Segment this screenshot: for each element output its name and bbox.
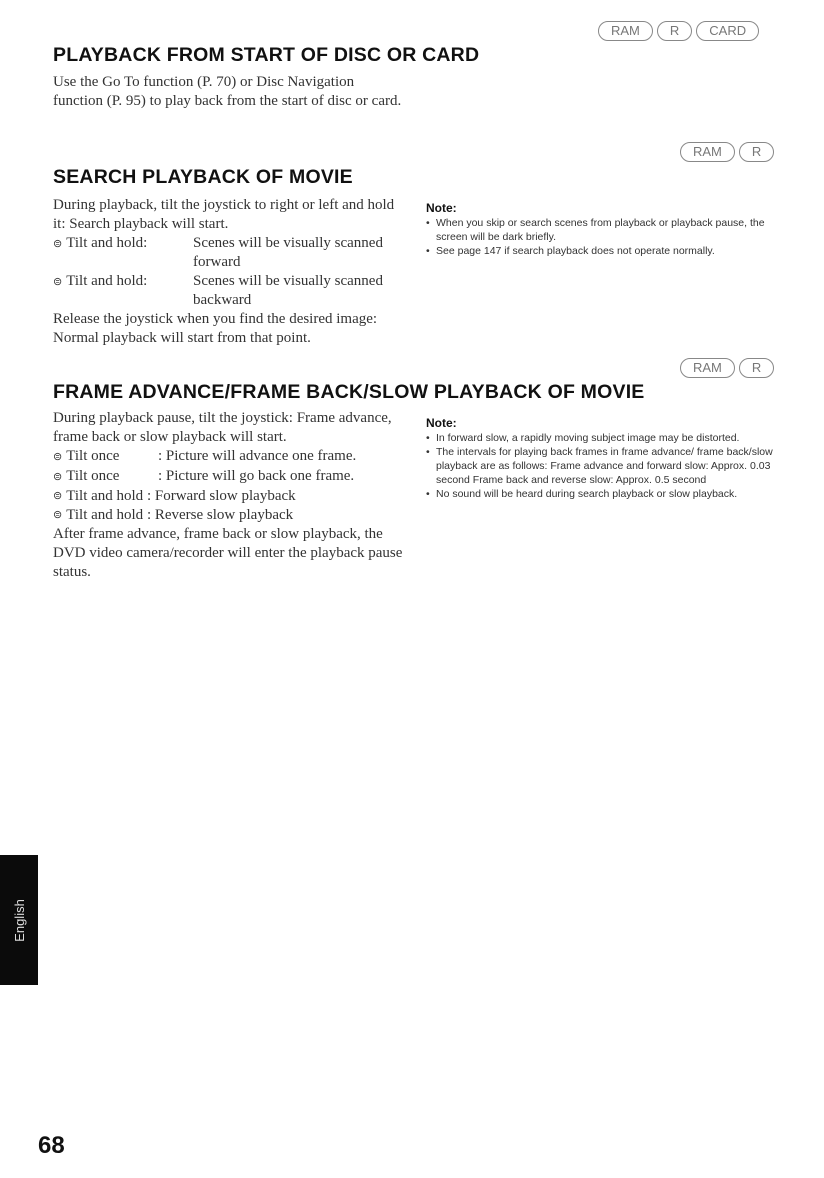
row-label: Tilt and hold: bbox=[66, 235, 148, 251]
instruction-row bbox=[53, 447, 405, 467]
page-number: 68 bbox=[38, 1132, 65, 1159]
note-item: • When you skip or search scenes from playback or playback pause, the screen will be dark briefly. bbox=[426, 216, 786, 244]
section-body bbox=[53, 73, 405, 111]
media-badges-2 bbox=[680, 142, 774, 162]
badge-r: R bbox=[739, 142, 774, 162]
paragraph: Use the Go To function (P. 70) or Disc Navigation function (P. 95) to play back from the start of disc or card. bbox=[53, 74, 402, 109]
language-tab bbox=[0, 855, 38, 985]
language-tab-label: English bbox=[11, 898, 27, 942]
note-item: • In forward slow, a rapidly moving subject image may be distorted. bbox=[426, 431, 786, 445]
section-title-search-playback: SEARCH PLAYBACK OF MOVIE bbox=[53, 166, 353, 188]
note-item: • The intervals for playing back frames in frame advance/ frame back/slow playback are as follows: Frame advance and forward slow: Approx. 0.03 second Frame back and reverse slow: Approx. 0.5 second bbox=[426, 445, 786, 487]
instruction-row bbox=[53, 506, 405, 525]
section-body bbox=[53, 196, 405, 348]
row-label: Tilt once bbox=[66, 448, 120, 464]
note-title: Note: bbox=[426, 416, 457, 430]
badge-ram: RAM bbox=[680, 358, 735, 378]
media-badges-1 bbox=[598, 21, 759, 41]
row-label: Tilt once bbox=[66, 468, 120, 484]
row-text: Scenes will be visually scanned backward bbox=[193, 273, 383, 308]
badge-r: R bbox=[739, 358, 774, 378]
joystick-left-icon: ⊜ bbox=[53, 509, 63, 521]
row-text: : Picture will advance one frame. bbox=[158, 448, 357, 464]
paragraph-outro: After frame advance, frame back or slow playback, the DVD video camera/recorder will enter the playback pause status. bbox=[53, 526, 403, 580]
joystick-left-icon: ⊜ bbox=[53, 471, 63, 483]
joystick-right-icon: ⊜ bbox=[53, 451, 63, 463]
instruction-row bbox=[53, 272, 405, 310]
row-text: Scenes will be visually scanned forward bbox=[193, 235, 383, 270]
row-label: Tilt and hold bbox=[66, 488, 144, 504]
note-item: • See page 147 if search playback does not operate normally. bbox=[426, 244, 786, 258]
joystick-right-icon: ⊜ bbox=[53, 490, 63, 502]
media-badges-3 bbox=[680, 358, 774, 378]
note-title: Note: bbox=[426, 201, 457, 215]
badge-card: CARD bbox=[696, 21, 759, 41]
instruction-row bbox=[53, 467, 405, 487]
joystick-right-icon: ⊜ bbox=[53, 238, 63, 250]
section-body bbox=[53, 409, 405, 582]
row-text: : Picture will go back one frame. bbox=[158, 468, 355, 484]
section-title-frame-advance: FRAME ADVANCE/FRAME BACK/SLOW PLAYBACK OF MOVIE bbox=[53, 381, 645, 403]
badge-ram: RAM bbox=[598, 21, 653, 41]
badge-r: R bbox=[657, 21, 692, 41]
paragraph-intro: During playback pause, tilt the joystick: Frame advance, frame back or slow playback will start. bbox=[53, 410, 392, 445]
instruction-row bbox=[53, 487, 405, 506]
row-label: Tilt and hold bbox=[66, 507, 144, 523]
row-text: : Reverse slow playback bbox=[146, 507, 294, 523]
note-box bbox=[426, 416, 786, 501]
joystick-left-icon: ⊜ bbox=[53, 276, 63, 288]
row-label: Tilt and hold: bbox=[66, 273, 148, 289]
row-text: : Forward slow playback bbox=[146, 488, 296, 504]
section-title-playback-from-start: PLAYBACK FROM START OF DISC OR CARD bbox=[53, 44, 480, 66]
note-box bbox=[426, 201, 786, 258]
instruction-row bbox=[53, 234, 405, 272]
badge-ram: RAM bbox=[680, 142, 735, 162]
note-item: • No sound will be heard during search playback or slow playback. bbox=[426, 487, 786, 501]
paragraph-outro: Release the joystick when you find the desired image: Normal playback will start from that point. bbox=[53, 311, 378, 346]
paragraph-intro: During playback, tilt the joystick to right or left and hold it: Search playback will start. bbox=[53, 197, 395, 232]
